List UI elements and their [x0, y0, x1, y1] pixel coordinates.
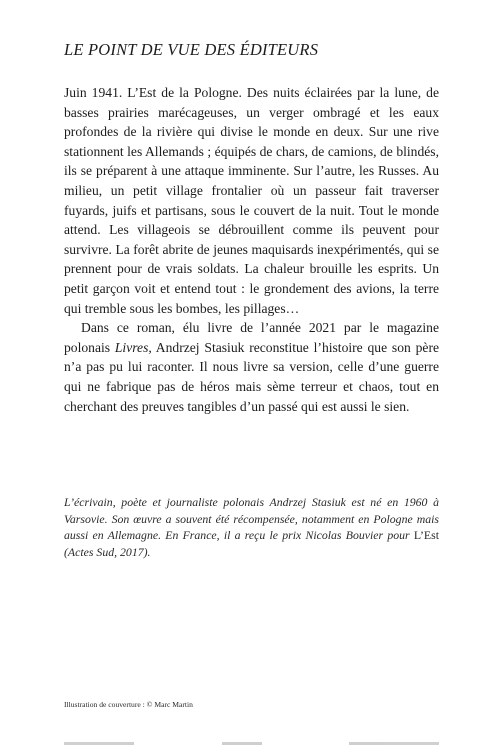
author-bio-text: L’écrivain, poète et journaliste polonais Andrzej Stasiuk est né en 1960 à Varsovie. Son œuvre a souvent été récompensée, notamment en Pologne mais aussi en Allemagne. En France, il a reçu le prix Nicolas Bouvier pour	[64, 495, 439, 543]
footer-fragment	[222, 742, 262, 745]
author-bio-end: (Actes Sud, 2017).	[64, 544, 151, 559]
cropped-footer-line	[64, 742, 439, 748]
blurb-paragraph-1: Juin 1941. L’Est de la Pologne. Des nuits éclairées par la lune, de basses prairies marécageuses, un verger ombragé et les eaux profondes de la rivière qui divise le monde en deux. Sur une rive stationnent les Allemands ; équipés de chars, de camions, de blindés, ils se préparent à une attaque imminente. Sur l’autre, les Russes. Au milieu, un petit village frontalier où un passeur fait traverser fuyards, juifs et partisans, sous le couvert de la nuit. Tout le monde attend. Les villageois se débrouillent comme ils peuvent pour survivre. La forêt abrite de jeunes maquisards inexpérimentés, qui se prennent pour de vrais soldats. La chaleur brouille les esprits. Un petit garçon voit et entend tout : le grondement des avions, la terre qui tremble sous les bombes, les pillages…	[64, 85, 439, 316]
bio-book-title: L’Est	[413, 528, 439, 543]
footer-fragment	[64, 742, 134, 745]
magazine-title: Livres	[114, 339, 149, 355]
blurb-paragraph-2	[64, 318, 439, 416]
blurb-paragraph-2-rest: , Andrzej Stasiuk reconstitue l’histoire que son père n’a pas pu lui raconter. Il nous livre sa version, celle d’une guerre qui ne fabrique pas de héros mais sème terreur et chaos, tout en cherchant des preuves tangibles d’un passé qui est aussi le sien.	[64, 339, 440, 414]
footer-fragment	[349, 742, 439, 745]
blurb-paragraph-2-intro: Dans ce roman, élu livre de l’année 2021 par le magazine polonais	[64, 320, 439, 355]
author-bio	[64, 494, 439, 560]
cover-illustration-credit: Illustration de couverture : © Marc Martin	[64, 700, 193, 709]
section-heading: LE POINT DE VUE DES ÉDITEURS	[64, 40, 319, 59]
publisher-blurb	[64, 83, 439, 416]
